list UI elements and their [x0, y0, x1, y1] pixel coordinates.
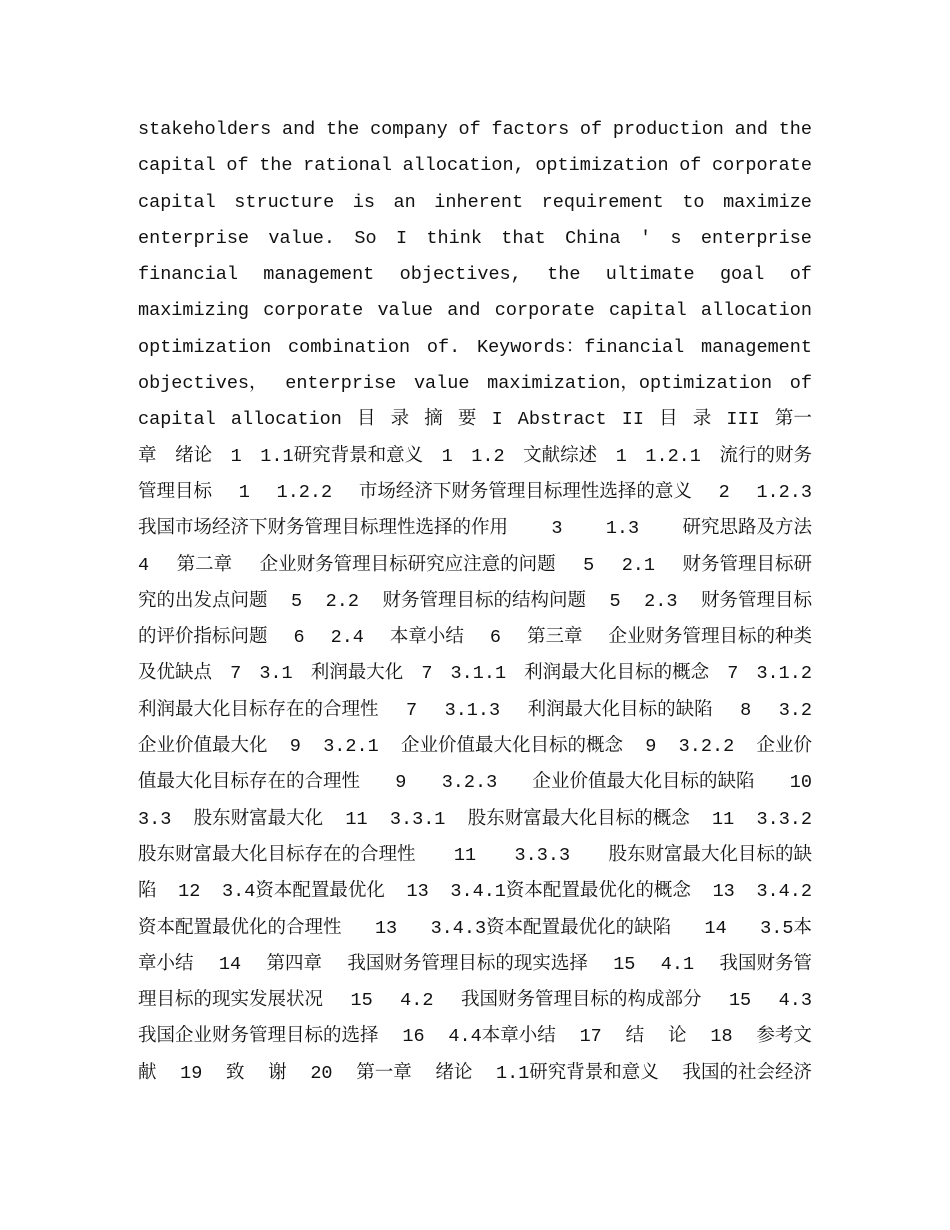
word: of	[226, 155, 249, 177]
text-line	[138, 838, 812, 874]
word: of	[579, 119, 603, 140]
word: 5	[609, 590, 621, 612]
text-line	[138, 765, 812, 801]
word: 陷	[138, 881, 157, 903]
word: 13	[406, 881, 429, 903]
text-line	[138, 293, 812, 329]
word: 6	[293, 627, 305, 649]
word: value	[413, 373, 470, 395]
word: 3.1.3	[444, 699, 501, 721]
word: 3.3.1	[389, 808, 446, 830]
word: 目	[659, 409, 678, 431]
word: 7	[406, 699, 418, 721]
word: think	[426, 227, 482, 249]
word: ′	[639, 227, 652, 249]
word: 股东财富最大化目标的缺	[608, 844, 812, 866]
word: 论	[668, 1026, 687, 1048]
word: 3.1.2	[756, 663, 812, 685]
word: 2	[718, 481, 730, 503]
word: 3.2	[778, 699, 812, 721]
word: 我国财务管	[719, 953, 812, 975]
word: 第四章	[266, 953, 322, 975]
word: 绪论	[175, 445, 213, 467]
word: 1.2.3	[756, 481, 812, 503]
text-line	[138, 729, 812, 765]
word: 财务管理目标	[700, 590, 812, 612]
text-line	[138, 257, 812, 293]
word: So	[354, 227, 377, 249]
word: 2.1	[621, 554, 655, 576]
word: financial	[138, 264, 238, 286]
word: capital	[138, 409, 216, 431]
word: enterprise	[138, 227, 250, 249]
word: 3.2.3	[441, 772, 498, 794]
word: corporate	[494, 300, 595, 322]
word: optimization	[535, 155, 669, 177]
word: capital	[608, 300, 687, 322]
word: structure	[234, 191, 335, 213]
word: rational	[303, 155, 392, 177]
word: of	[679, 155, 702, 177]
word: company	[370, 119, 448, 140]
word: value	[377, 300, 433, 322]
word: 14	[218, 953, 242, 975]
word: 1	[615, 445, 627, 467]
word: 第三章	[526, 627, 583, 649]
word: the	[259, 155, 293, 177]
word: 20	[310, 1062, 333, 1084]
word: 3.4.1资本配置最优化的概念	[450, 881, 691, 903]
word: 3.2.2	[678, 736, 735, 758]
word: 股东财富最大化目标存在的合理性	[138, 844, 416, 866]
word: maximize	[723, 191, 812, 213]
word: 绪论	[435, 1062, 473, 1084]
word: 13	[712, 881, 735, 903]
word: China	[565, 227, 621, 249]
word: 19	[180, 1062, 203, 1084]
word: 企业价值最大化目标的概念	[400, 736, 623, 758]
word: 录	[692, 409, 712, 431]
word: factors	[491, 119, 570, 140]
word: 16	[402, 1026, 425, 1048]
word: objectives，	[138, 373, 268, 395]
word: 14	[704, 917, 727, 939]
word: 本章小结	[389, 627, 464, 649]
word: 企业价值最大化目标的缺陷	[532, 772, 755, 794]
word: inherent	[434, 191, 524, 213]
word: 11	[453, 844, 477, 866]
word: 管理目标	[138, 481, 213, 503]
word: 1	[238, 481, 250, 503]
word: 1.2	[471, 445, 505, 467]
word: 5	[583, 554, 595, 576]
word: 摘	[424, 409, 443, 431]
text-line	[138, 983, 812, 1019]
word: production	[612, 119, 724, 140]
word: capital	[138, 191, 216, 213]
word: 研究思路及方法	[682, 518, 812, 540]
word: 2.4	[330, 627, 364, 649]
word: 企业价值最大化	[138, 736, 268, 758]
word: enterprise	[700, 227, 812, 249]
text-line	[138, 112, 812, 148]
text-line	[138, 693, 812, 729]
word: Abstract	[517, 409, 607, 431]
word: 企业价	[756, 736, 812, 758]
word: and	[447, 300, 481, 322]
word: capital	[138, 155, 216, 177]
word: 1.1研究背景和意义	[260, 445, 424, 467]
word: 3.3.2	[756, 808, 812, 830]
word: 第二章	[176, 554, 233, 576]
word: II	[621, 409, 644, 431]
text-line	[138, 1019, 812, 1055]
word: the	[547, 264, 581, 286]
word: 章小结	[138, 953, 194, 975]
word: 及优缺点	[138, 663, 213, 685]
word: ultimate	[605, 264, 695, 286]
word: 4.2	[400, 990, 434, 1012]
word: s	[670, 227, 682, 249]
word: corporate	[263, 300, 364, 322]
word: 参考文	[756, 1026, 812, 1048]
word: 1	[230, 445, 242, 467]
word: 我国财务管理目标的构成部分	[460, 990, 702, 1012]
text-line	[138, 802, 812, 838]
word: optimization	[138, 336, 272, 358]
word: 3.4.2	[756, 881, 812, 903]
word: 6	[489, 627, 501, 649]
word: stakeholders	[138, 119, 272, 140]
word: 3.4资本配置最优化	[222, 881, 385, 903]
word: 我国财务管理目标的现实选择	[347, 953, 588, 975]
word: 5	[291, 590, 303, 612]
word: 2.3	[644, 590, 678, 612]
word: 结	[625, 1026, 645, 1048]
word: 股东财富最大化目标的概念	[467, 808, 690, 830]
word: 财务管理目标研	[682, 554, 812, 576]
word: 3.3	[138, 808, 172, 830]
word: 11	[711, 808, 735, 830]
word: management	[263, 264, 375, 286]
word: allocation	[230, 409, 342, 431]
word: 3.3.3	[514, 844, 571, 866]
text-line	[138, 656, 812, 692]
word: 7	[230, 663, 242, 685]
word: 致	[226, 1062, 245, 1084]
word: 企业财务管理目标的种类	[608, 627, 812, 649]
text-line	[138, 911, 812, 947]
text-line	[138, 620, 812, 656]
word: 3.2.1	[323, 736, 379, 758]
word: the	[326, 119, 360, 140]
word: 企业财务管理目标研究应注意的问题	[259, 554, 556, 576]
word: 第一	[774, 409, 812, 431]
word: 11	[345, 808, 368, 830]
word: 4.3	[778, 990, 812, 1012]
word: 4.1	[660, 953, 695, 975]
word: allocation,	[402, 155, 525, 177]
word: objectives,	[399, 264, 522, 286]
text-line	[138, 947, 812, 983]
word: 15	[728, 990, 752, 1012]
word: 要	[457, 409, 477, 431]
word: 利润最大化目标的缺陷	[527, 699, 713, 721]
word: that	[501, 227, 546, 249]
word: maximizing	[138, 300, 250, 322]
word: 我国的社会经济	[682, 1062, 812, 1084]
word: an	[393, 191, 416, 213]
word: 的评价指标问题	[138, 627, 268, 649]
word: maximization，optimization	[487, 373, 773, 395]
text-line	[138, 439, 812, 475]
word: 1.2.2	[276, 481, 333, 503]
word: 3.5本	[760, 917, 812, 939]
word: 财务管理目标的结构问题	[382, 590, 586, 612]
text-line	[138, 475, 812, 511]
word: 目	[357, 409, 376, 431]
word: of	[458, 119, 481, 140]
word: 1.2.1	[645, 445, 701, 467]
word: 3.4.3资本配置最优化的缺陷	[430, 917, 672, 939]
word: 15	[613, 953, 636, 975]
word: corporate	[712, 155, 812, 177]
word: of	[789, 373, 812, 395]
word: 章	[138, 445, 157, 467]
word: the	[778, 119, 812, 140]
text-line	[138, 185, 812, 221]
word: 10	[789, 772, 812, 794]
word: 1.3	[605, 518, 640, 540]
word: 15	[350, 990, 373, 1012]
word: of	[789, 264, 812, 286]
word: 3.1	[259, 663, 293, 685]
text-line	[138, 402, 812, 438]
word: management	[700, 336, 812, 358]
word: 1.1研究背景和意义	[496, 1062, 659, 1084]
word: 值最大化目标存在的合理性	[138, 772, 361, 794]
word: 2.2	[325, 590, 359, 612]
word: value.	[268, 227, 336, 249]
word: 13	[374, 917, 398, 939]
word: 第一章	[356, 1062, 412, 1084]
word: 3	[551, 518, 563, 540]
word: 我国企业财务管理目标的选择	[138, 1026, 379, 1048]
word: 献	[138, 1062, 157, 1084]
text-line	[138, 366, 812, 402]
word: 究的出发点问题	[138, 590, 268, 612]
word: 9	[645, 736, 657, 758]
word: 录	[390, 409, 410, 431]
word: 资本配置最优化的合理性	[138, 917, 342, 939]
word: 9	[289, 736, 301, 758]
word: 4	[138, 554, 150, 576]
word: goal	[719, 264, 765, 286]
word: 股东财富最大化	[193, 808, 324, 830]
word: 18	[710, 1026, 733, 1048]
word: 17	[579, 1026, 602, 1048]
word: 理目标的现实发展状况	[138, 990, 324, 1012]
word: Keywords：financial	[476, 336, 685, 358]
word: I	[395, 227, 408, 249]
word: 利润最大化	[310, 663, 404, 685]
text-line	[138, 1056, 812, 1092]
word: combination	[288, 336, 411, 358]
word: and	[734, 119, 768, 140]
word: 1	[441, 445, 453, 467]
word: 12	[178, 881, 201, 903]
word: is	[352, 191, 375, 213]
word: 利润最大化目标的概念	[524, 663, 710, 685]
text-line	[138, 874, 812, 910]
word: 我国市场经济下财务管理目标理性选择的作用	[138, 518, 509, 540]
word: enterprise	[285, 373, 397, 395]
word: 流行的财务	[719, 445, 812, 467]
word: 文献综述	[523, 445, 598, 467]
text-line	[138, 221, 812, 257]
word: 8	[740, 699, 752, 721]
text-line	[138, 584, 812, 620]
word: requirement	[541, 191, 664, 213]
word: 市场经济下财务管理目标理性选择的意义	[358, 481, 692, 503]
word: to	[682, 191, 705, 213]
word: and	[281, 119, 316, 140]
text-line	[138, 548, 812, 584]
word: allocation	[700, 300, 812, 322]
word: 9	[395, 772, 407, 794]
word: of.	[426, 336, 461, 358]
word: 利润最大化目标存在的合理性	[138, 699, 379, 721]
text-line	[138, 511, 812, 547]
text-line	[138, 330, 812, 366]
word: I	[491, 409, 503, 431]
word: 4.4本章小结	[448, 1026, 556, 1048]
word: 谢	[268, 1062, 287, 1084]
word: 3.1.1	[450, 663, 507, 685]
word: 7	[727, 663, 739, 685]
word: III	[726, 409, 760, 431]
document-page	[138, 112, 812, 1112]
word: 7	[421, 663, 433, 685]
text-line	[138, 148, 812, 184]
